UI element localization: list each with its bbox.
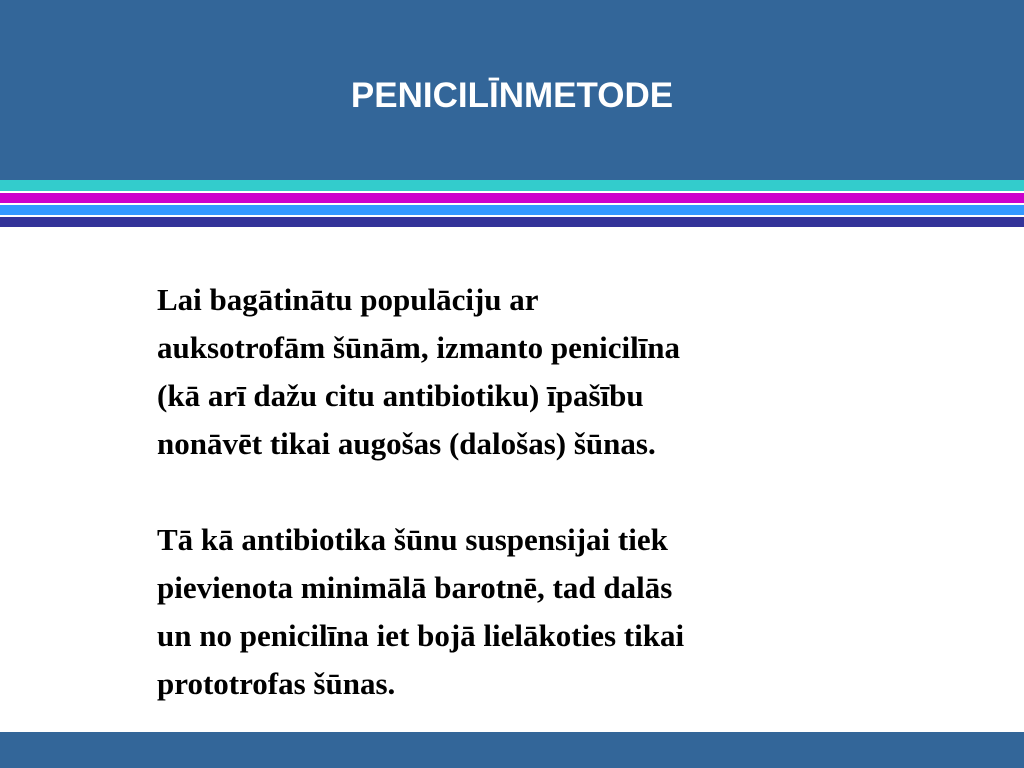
- title-banner: [0, 0, 1024, 180]
- body-paragraph: Tā kā antibiotika šūnu suspensijai tiek pievienota minimālā barotnē, tad dalās un no penicilīna iet bojā lielākoties tikai prototrofas šūnas.: [157, 522, 685, 701]
- stripe-magenta: [0, 193, 1024, 203]
- footer-bar: [0, 732, 1024, 768]
- slide-body: [157, 276, 857, 708]
- slide-title: PENICILĪNMETODE: [350, 76, 674, 115]
- stripe-cyan: [0, 180, 1024, 191]
- stripe-blue: [0, 205, 1024, 215]
- body-paragraph: Lai bagātinātu populāciju ar auksotrofām šūnām, izmanto penicilīna (kā arī dažu citu antibiotiku) īpašību nonāvēt tikai augošas (dalošas) šūnas.: [157, 282, 681, 461]
- stripe-navy: [0, 217, 1024, 227]
